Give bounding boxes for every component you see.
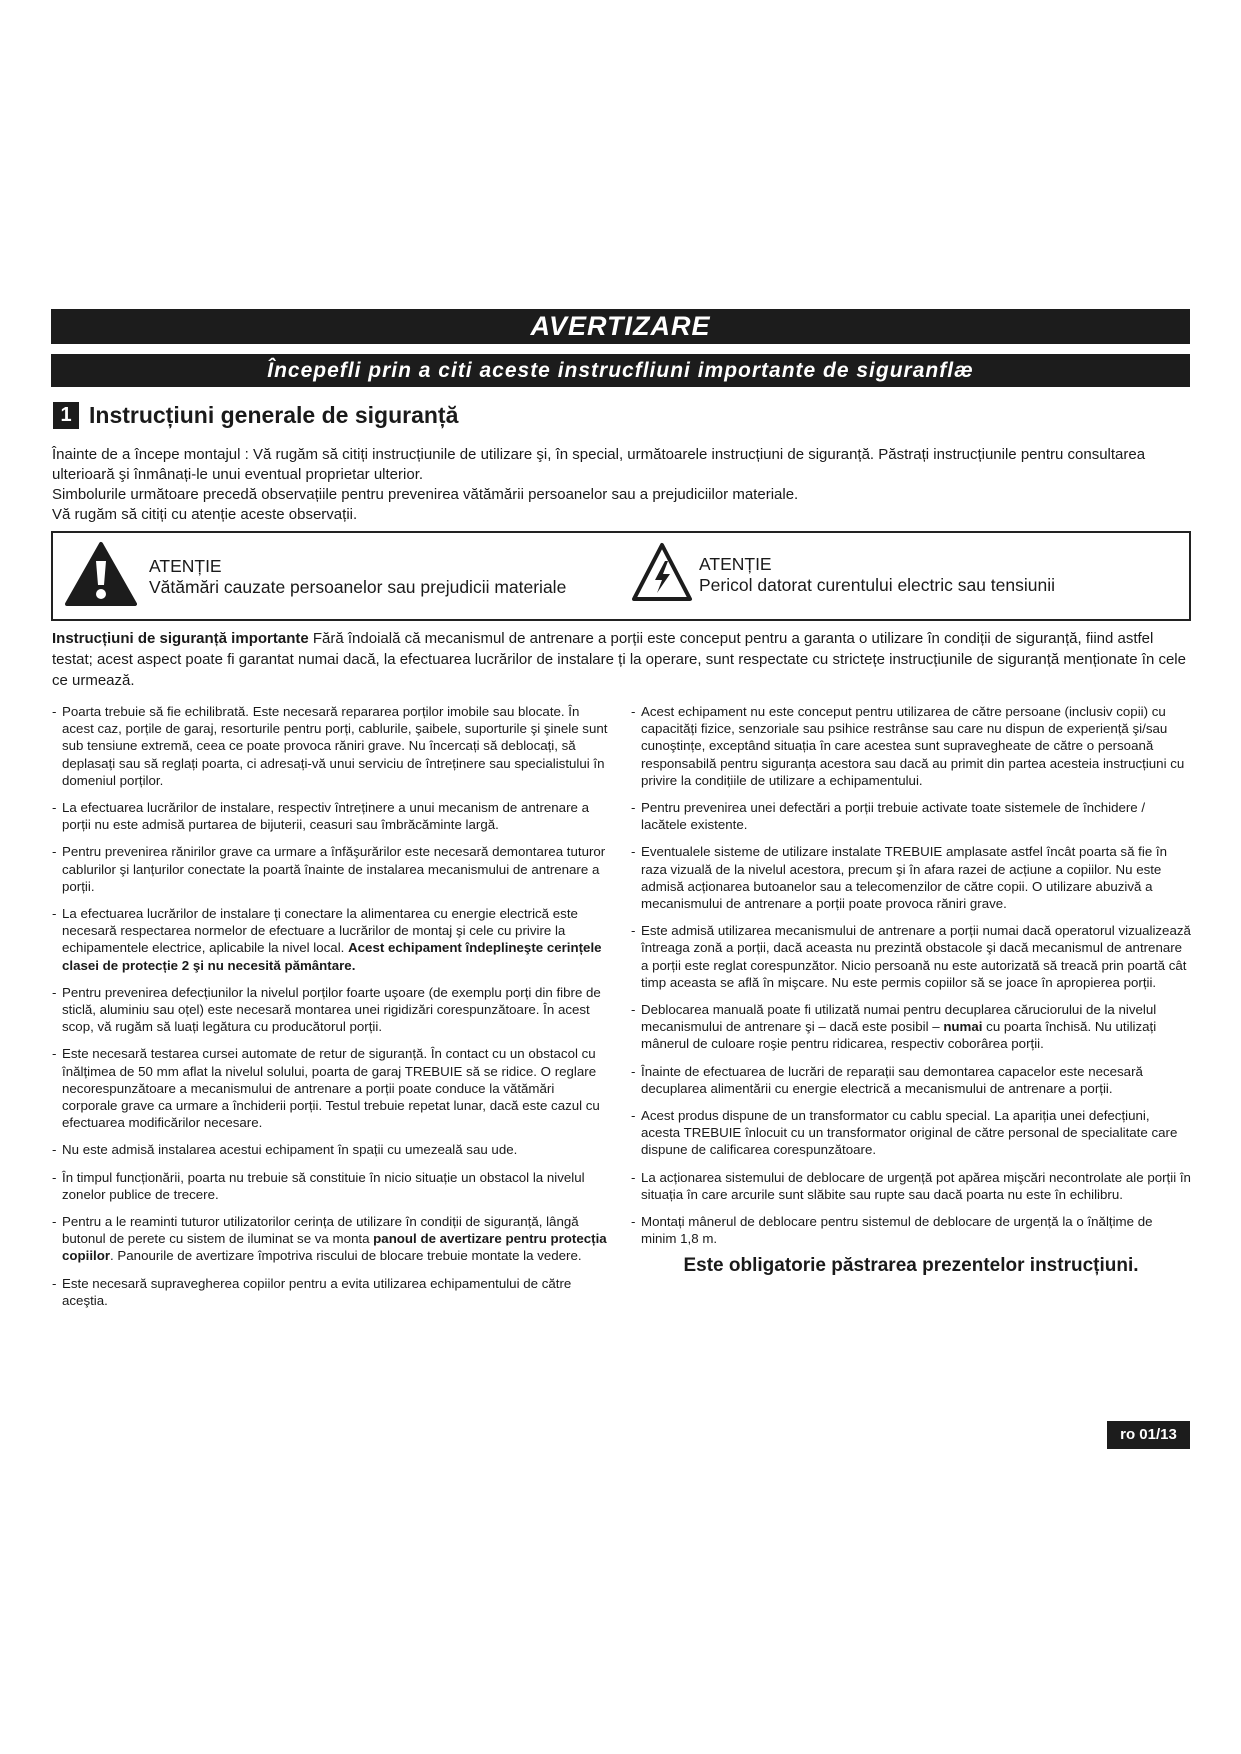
warning-label: ATENȚIE — [149, 555, 222, 576]
list-item: - Eventualele sisteme de utilizare instalate TREBUIE amplasate astfel încât poarta să fie în raza vizuală de la nivelul acestora, precum şi în afara razei de acțiune a copiilor. Nu este admisă acționarea butoanelor sau a telecomenzilor de către copii. O utilizare abuzivă a mecanismului de antrenare a porții poate provoca răniri grave. — [631, 844, 1167, 912]
intro-paragraph: Înainte de a începe montajul : Vă rugăm să citiți instrucțiunile de utilizare şi, în special, următoarele instrucțiuni de siguranță. Păstrați instrucțiunile pentru consultarea ulterioară şi înmânați-le unui eventual proprietar ulterior. — [52, 446, 1146, 483]
intro-text — [52, 445, 1192, 525]
right-column — [631, 703, 1191, 1275]
page-number-badge: ro 01/13 — [1107, 1421, 1190, 1449]
list-item: - În timpul funcționării, poarta nu trebuie să constituie în nicio situație un obstacol la nivelul zonelor publice de trecere. — [52, 1169, 585, 1202]
list-item: - Pentru prevenirea unei defectări a porții trebuie activate toate sistemele de închidere / lacătele existente. — [631, 800, 1146, 833]
list-item: - Este necesară testarea cursei automate de retur de siguranță. În contact cu un obstacol cu înălțimea de 50 mm aflat la nivelul solului, poarta de garaj TREBUIE să se ridice. O reglare necorespunzătoare a mecanismului de antrenare a porții poate conduce la vătămări corporale grave ca urmare a închiderii porții. Testul trebuie repetat lunar, dacă este cazul cu efectuarea modificărilor necesare. — [52, 1046, 600, 1131]
list-item: - Acest produs dispune de un transformator cu cablu special. La apariția unei defecțiuni, acesta TREBUIE înlocuit cu un transformator original de către personal de specialitate care dispune de calificarea corespunzătoare. — [631, 1108, 1178, 1158]
list-item: - Montați mânerul de deblocare pentru sistemul de deblocare de urgență la o înălțime de minim 1,8 m. — [631, 1214, 1153, 1247]
important-safety-paragraph — [52, 628, 1192, 691]
list-item: - Nu este admisă instalarea acestui echipament în spații cu umezeală sau ude. — [52, 1142, 518, 1158]
warning-description: Vătămări cauzate persoanelor sau prejudicii materiale — [149, 576, 567, 597]
list-item: - La efectuarea lucrărilor de instalare ți conectare la alimentarea cu energie electrică este necesară respectarea normelor de efectuare a lucrărilor de montaj şi cele cu privire la echipamentele electrice, aplicabile la nivel local. Acest echipament îndeplineşte cerințele clasei de protecție 2 şi nu necesită pământare. — [52, 906, 602, 973]
warning-symbols-box — [51, 531, 1191, 621]
warning-banner-subtitle: Începefli prin a citi aceste instrucfliuni importante de siguranflæ — [51, 354, 1190, 387]
warning-banner-title: AVERTIZARE — [51, 309, 1190, 344]
list-item: - Deblocarea manuală poate fi utilizată numai pentru decuplarea căruciorului de la nivelul mecanismului de antrenare şi – dacă este posibil – numai cu poarta închisă. Nu utilizați mânerul de culoare roşie pentru ridicarea, respectiv coborârea porții. — [631, 1002, 1157, 1052]
warning-caution — [65, 541, 566, 612]
warning-description: Pericol datorat curentului electric sau tensiunii — [699, 574, 1056, 595]
important-lead: Instrucțiuni de siguranță importante — [52, 630, 309, 647]
list-item: - Înainte de efectuarea de lucrări de reparații sau demontarea capacelor este necesară decuplarea alimentării cu energie electrică a mecanismului de antrenare a porții. — [631, 1063, 1143, 1096]
section-number: 1 — [53, 402, 79, 429]
warning-label: ATENȚIE — [699, 553, 772, 574]
high-voltage-icon — [631, 541, 693, 608]
list-item: - Pentru a le reaminti tuturor utilizatorilor cerința de utilizare în condiții de siguranță, lângă butonul de perete cu sistem de iluminat se va monta panoul de avertizare pentru protecția copiilor. Panourile de avertizare împotriva riscului de blocare trebuie montate la vedere. — [52, 1214, 607, 1264]
section-title: Instrucțiuni generale de siguranță — [89, 401, 459, 428]
section-heading — [53, 400, 458, 430]
list-item: - Poarta trebuie să fie echilibrată. Este necesară repararea porților imobile sau blocate. În acest caz, porțile de garaj, resorturile pentru porți, cablurile, şaibele, suporturile şi şinele sunt sub tensiune extremă, ceea ce poate provoca răniri grave. Nu încercați să deblocați, să deplasați sau să reglați poarta, ci adresați-vă unui serviciu de întreținere sau specialistului în domeniul porților. — [52, 704, 608, 788]
left-column — [52, 703, 612, 1319]
list-item: - La acționarea sistemului de deblocare de urgență pot apărea mişcări necontrolate ale porții în situația în care arcurile sunt slăbite sau rupte sau dacă poarta nu este în echilibru. — [631, 1169, 1191, 1202]
list-item: - Este necesară supravegherea copiilor pentru a evita utilizarea echipamentului de către aceştia. — [52, 1275, 572, 1308]
important-text: Fără îndoială că mecanismul de antrenare a porții este conceput pentru a garanta o utilizare în condiții de siguranță, fiind astfel testat; acest aspect poate fi garantat numai dacă, la efectuarea lucrărilor de instalare ți la operare, sunt respectate cu strictețe instrucțiunile de siguranță menționate în cele ce urmează. — [52, 630, 1186, 689]
closing-statement: Este obligatorie păstrarea prezentelor instrucțiuni. — [683, 1255, 1139, 1277]
list-item: - La efectuarea lucrărilor de instalare, respectiv întreținere a unui mecanism de antrenare a porții nu este admisă purtarea de bijuterii, ceasuri sau îmbrăcăminte largă. — [52, 800, 589, 833]
list-item: - Este admisă utilizarea mecanismului de antrenare a porții numai dacă operatorul vizualizează întreaga zonă a porții, dacă aceasta nu prezintă obstacole şi dacă mecanismul de antrenare a porții este reglat corespunzător. Nicio persoană nu este autorizată să treacă prin poartă cât timp aceasta se află în mişcare. Nu este permis copiilor să se joace în apropierea porții. — [631, 923, 1191, 990]
list-item: - Pentru prevenirea defecțiunilor la nivelul porților foarte uşoare (de exemplu porți din fibre de sticlă, aluminiu sau oțel) este necesară montarea unei rigidizări corespunzătoare. În acest scop, vă rugăm să luați legătura cu producătorul porții. — [52, 984, 601, 1035]
list-item: - Acest echipament nu este conceput pentru utilizarea de către persoane (inclusiv copii) cu capacități fizice, senzoriale sau psihice restrânse sau care nu dispun de experiență şi/sau cunoştințe, exceptând situația în care acestea sunt supravegheate de către o persoană responsabilă pentru siguranța acestora sau dacă au primit din partea acesteia instrucțiuni cu privire la condițiile de utilizare a echipamentului. — [631, 704, 1185, 788]
intro-paragraph: Simbolurile următoare precedă observațiile pentru prevenirea vătămării persoanelor sau a prejudiciilor materiale. — [52, 486, 799, 503]
warning-electrical — [631, 541, 1055, 608]
intro-paragraph: Vă rugăm să citiți cu atenție aceste observații. — [52, 506, 358, 523]
exclamation-triangle-icon — [65, 541, 137, 612]
list-item: - Pentru prevenirea rănirilor grave ca urmare a înfăşurărilor este necesară demontarea tuturor cablurilor şi lanțurilor conectate la poartă înainte de instalarea mecanismului de antrenare a porții. — [52, 844, 606, 894]
